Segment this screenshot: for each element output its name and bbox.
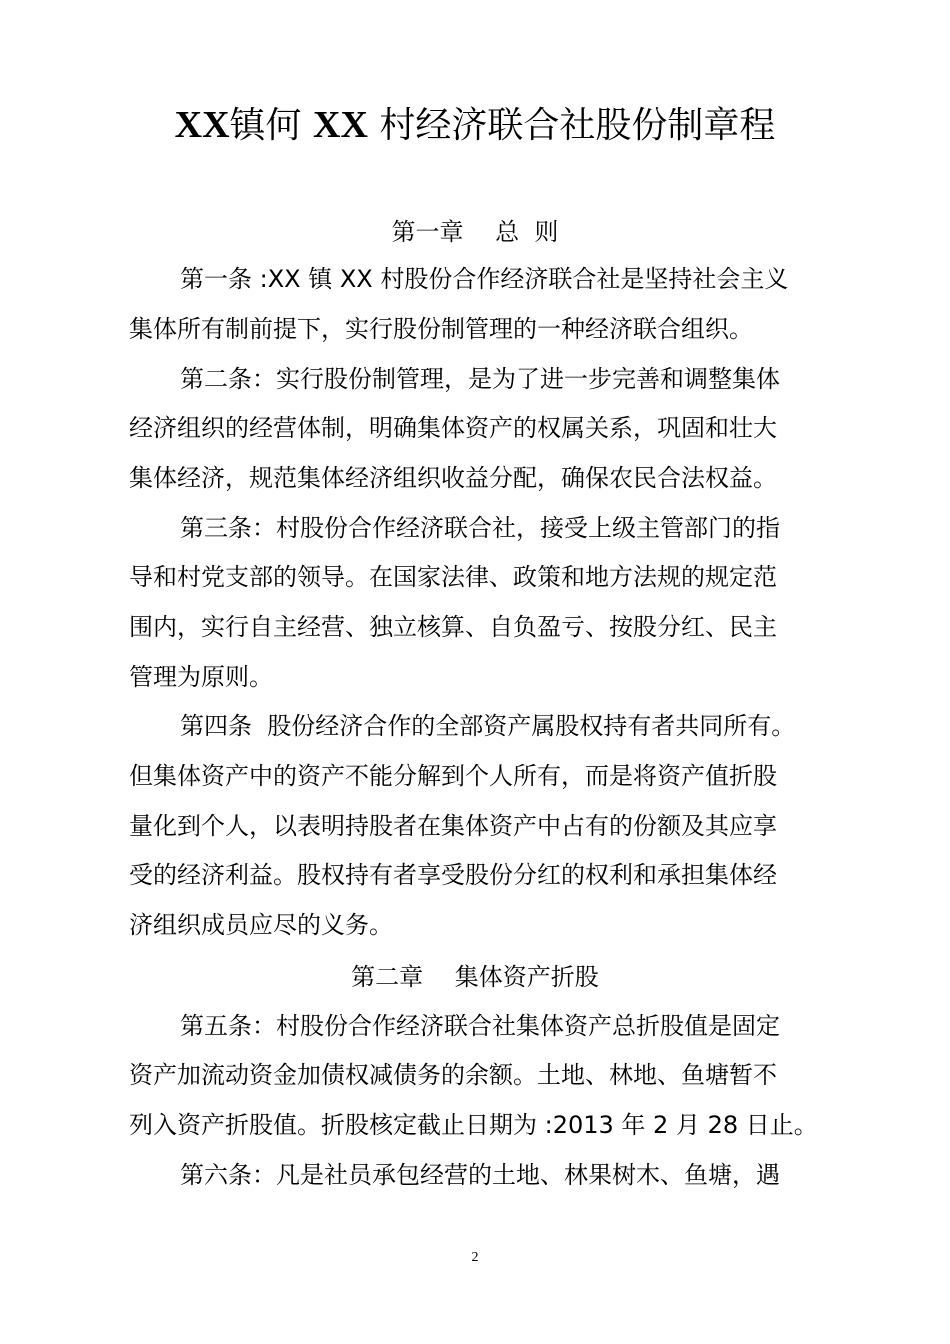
article-3-line-3: 围内，实行自主经营、独立核算、自负盈亏、按股分红、民主 xyxy=(129,613,777,641)
article-3-line-2: 导和村党支部的领导。在国家法律、政策和地方法规的规定范 xyxy=(129,563,777,591)
article-3-line-1: 第三条：村股份合作经济联合社，接受上级主管部门的指 xyxy=(180,514,780,542)
chapter-2-heading: 第二章 集体资产折股 xyxy=(351,963,599,991)
page-number: 2 xyxy=(471,1250,479,1265)
article-6-line-1: 第六条：凡是社员承包经营的土地、林果树木、鱼塘，遇 xyxy=(180,1161,780,1189)
article-2-line-3: 集体经济，规范集体经济组织收益分配，确保农民合法权益。 xyxy=(129,464,777,492)
article-4-line-5: 济组织成员应尽的义务。 xyxy=(129,911,393,939)
article-3-line-4: 管理为原则。 xyxy=(129,663,273,691)
article-4-line-4: 受的经济利益。股权持有者享受股份分红的权利和承担集体经 xyxy=(129,861,777,889)
title-part-rest: 村经济联合社股份制章程 xyxy=(379,105,776,146)
article-5-line-1: 第五条：村股份合作经济联合社集体资产总折股值是固定 xyxy=(180,1012,780,1040)
title-part-xx-1: XX xyxy=(174,104,230,146)
article-5-line-2: 资产加流动资金加债权减债务的余额。土地、林地、鱼塘暂不 xyxy=(129,1061,777,1089)
title-part-xx-2: XX xyxy=(313,104,368,146)
article-1-line-2: 集体所有制前提下，实行股份制管理的一种经济联合组织。 xyxy=(129,315,753,343)
article-4-line-2: 但集体资产中的资产不能分解到个人所有，而是将资产值折股 xyxy=(129,762,777,790)
article-4-line-3: 量化到个人，以表明持股者在集体资产中占有的份额及其应享 xyxy=(129,812,777,840)
article-2-line-1: 第二条：实行股份制管理，是为了进一步完善和调整集体 xyxy=(180,365,780,393)
title-part-town: 镇何 xyxy=(229,105,302,146)
article-4-line-1: 第四条 股份经济合作的全部资产属股权持有者共同所有。 xyxy=(180,712,796,740)
chapter-1-heading: 第一章 总 则 xyxy=(391,218,559,246)
article-5-line-3: 列入资产折股值。折股核定截止日期为 :2013 年 2 月 28 日止。 xyxy=(129,1111,818,1139)
article-1-line-1: 第一条 :XX 镇 XX 村股份合作经济联合社是坚持社会主义 xyxy=(180,265,789,293)
document-title xyxy=(0,100,950,151)
article-2-line-2: 经济组织的经营体制，明确集体资产的权属关系，巩固和壮大 xyxy=(129,414,777,442)
